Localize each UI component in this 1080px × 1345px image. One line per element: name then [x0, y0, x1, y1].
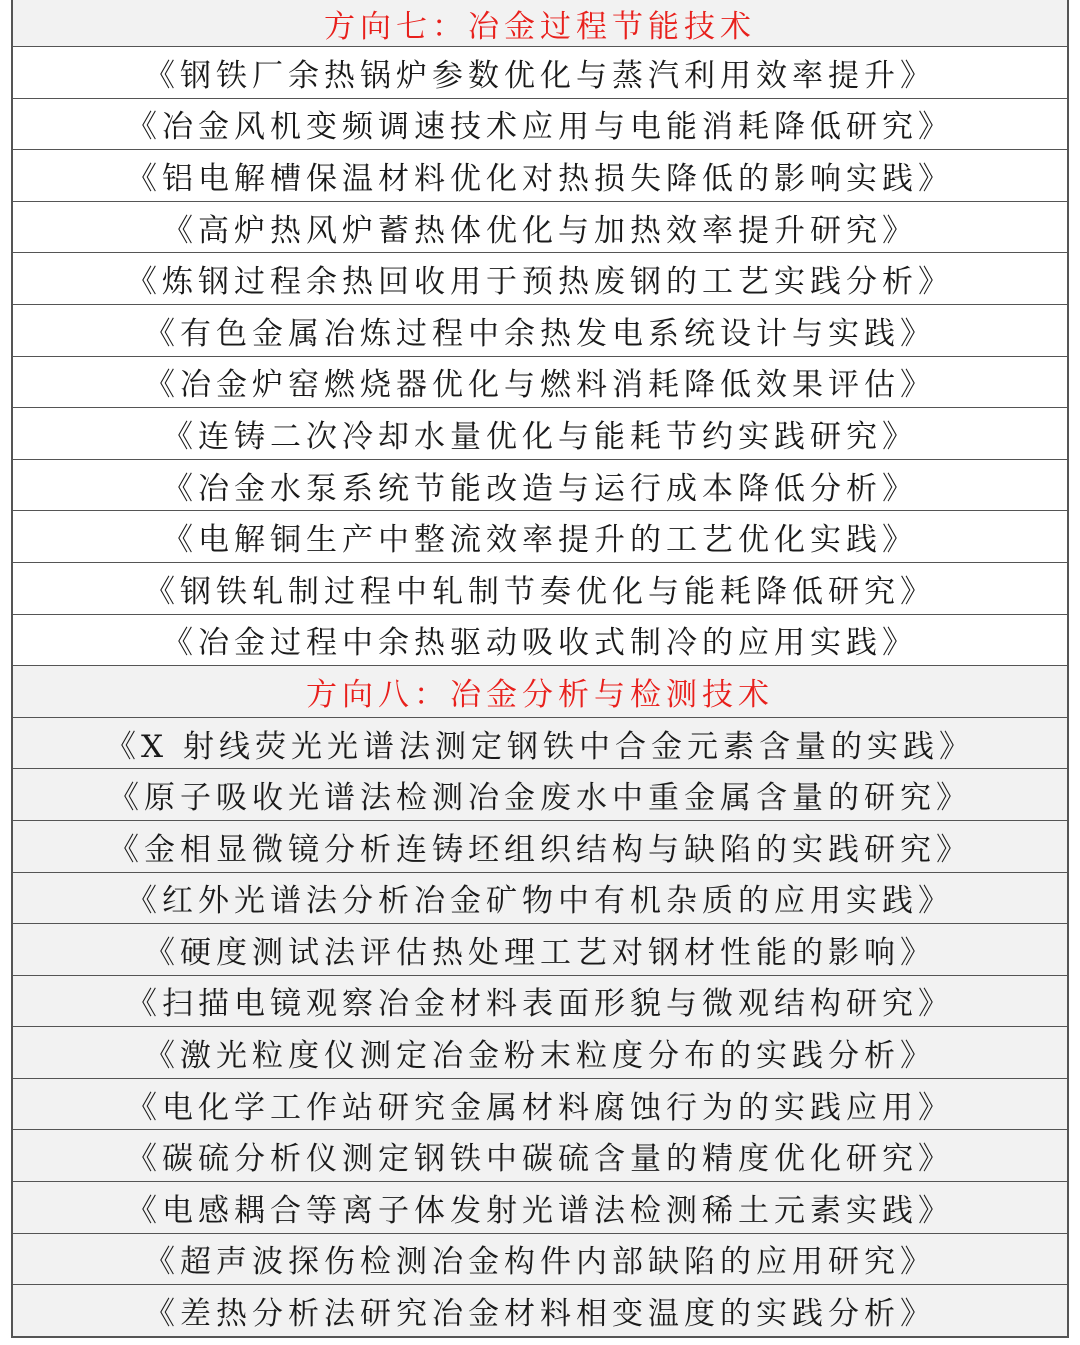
list-item: 《激光粒度仪测定冶金粉末粒度分布的实践分析》: [13, 1026, 1067, 1078]
list-item: 《差热分析法研究冶金材料相变温度的实践分析》: [13, 1284, 1067, 1336]
list-item: 《X 射线荧光光谱法测定钢铁中合金元素含量的实践》: [13, 717, 1067, 769]
list-item: 《电感耦合等离子体发射光谱法检测稀土元素实践》: [13, 1181, 1067, 1233]
list-item: 《冶金炉窑燃烧器优化与燃料消耗降低效果评估》: [13, 356, 1067, 408]
list-item: 《冶金风机变频调速技术应用与电能消耗降低研究》: [13, 98, 1067, 150]
list-item: 《冶金水泵系统节能改造与运行成本降低分析》: [13, 459, 1067, 511]
list-item: 《硬度测试法评估热处理工艺对钢材性能的影响》: [13, 923, 1067, 975]
list-item: 《连铸二次冷却水量优化与能耗节约实践研究》: [13, 407, 1067, 459]
list-item: 《高炉热风炉蓄热体优化与加热效率提升研究》: [13, 201, 1067, 253]
section-direction-7: [13, 0, 1067, 665]
list-item: 《碳硫分析仪测定钢铁中碳硫含量的精度优化研究》: [13, 1129, 1067, 1181]
list-item: 《电化学工作站研究金属材料腐蚀行为的实践应用》: [13, 1078, 1067, 1130]
list-item: 《铝电解槽保温材料优化对热损失降低的影响实践》: [13, 149, 1067, 201]
list-item: 《超声波探伤检测冶金构件内部缺陷的应用研究》: [13, 1233, 1067, 1285]
list-item: 《钢铁轧制过程中轧制节奏优化与能耗降低研究》: [13, 562, 1067, 614]
section-direction-8: [13, 665, 1067, 1336]
list-item: 《扫描电镜观察冶金材料表面形貌与微观结构研究》: [13, 975, 1067, 1027]
section-title: 方向八：冶金分析与检测技术: [13, 665, 1067, 717]
topic-table: [11, 0, 1069, 1338]
list-item: 《有色金属冶炼过程中余热发电系统设计与实践》: [13, 304, 1067, 356]
list-item: 《炼钢过程余热回收用于预热废钢的工艺实践分析》: [13, 252, 1067, 304]
list-item: 《金相显微镜分析连铸坯组织结构与缺陷的实践研究》: [13, 820, 1067, 872]
list-item: 《原子吸收光谱法检测冶金废水中重金属含量的研究》: [13, 768, 1067, 820]
section-title: 方向七：冶金过程节能技术: [13, 0, 1067, 46]
list-item: 《冶金过程中余热驱动吸收式制冷的应用实践》: [13, 614, 1067, 666]
list-item: 《电解铜生产中整流效率提升的工艺优化实践》: [13, 510, 1067, 562]
list-item: 《钢铁厂余热锅炉参数优化与蒸汽利用效率提升》: [13, 46, 1067, 98]
list-item: 《红外光谱法分析冶金矿物中有机杂质的应用实践》: [13, 872, 1067, 924]
